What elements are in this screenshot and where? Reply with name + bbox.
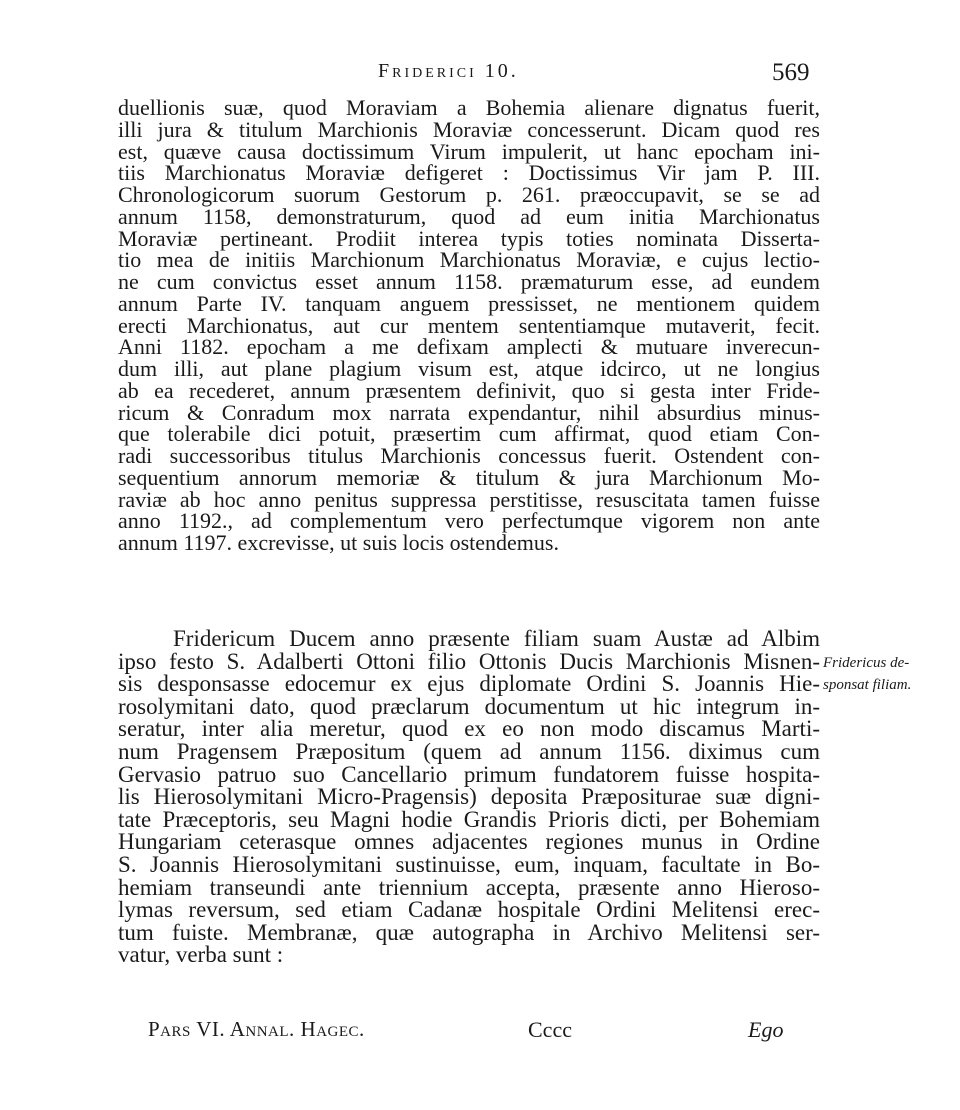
- paragraph-2: [118, 628, 820, 967]
- text-line: annum Parte IV. tanquam anguem pressisset, ne mentionem quidem: [118, 290, 820, 316]
- text-line: hemiam transeundi ante triennium accepta, præsente anno Hieroso-: [118, 874, 820, 900]
- text-line: Anni 1182. epocham a me defixam amplecti & mutuare inverecun-: [118, 334, 820, 360]
- text-line: tio mea de initiis Marchionum Marchionatus Moraviæ, e cujus lectio-: [118, 247, 820, 273]
- margin-note-line: sponsat filiam.: [823, 677, 912, 693]
- text-line: raviæ ab hoc anno penitus suppressa perstitisse, resuscitata tamen fuisse: [118, 486, 820, 512]
- page-footer: [0, 1017, 960, 1051]
- text-line: annum 1197. excrevisse, ut suis locis ostendemus.: [118, 530, 559, 555]
- text-line: annum 1158, demonstraturum, quod ad eum initia Marchionatus: [118, 203, 820, 229]
- text-line: ne cum convictus esset annum 1158. præmaturum esse, ad eundem: [118, 269, 820, 294]
- running-title: Friderici 10.: [378, 60, 519, 82]
- text-line: S. Joannis Hierosolymitani sustinuisse, eum, inquam, facultate in Bo-: [118, 851, 820, 877]
- text-line: dum illi, aut plane plagium visum est, atque idcirco, ut ne longius: [118, 356, 820, 381]
- page-number: 569: [772, 59, 810, 86]
- text-line: seratur, inter alia meretur, quod ex eo non modo discamus Marti-: [118, 716, 820, 742]
- text-line: tum fuiste. Membranæ, quæ autographa in Archivo Melitensi ser-: [118, 919, 820, 945]
- quire-mark: Cccc: [528, 1017, 572, 1042]
- text-line: ricum & Conradum mox narrata expendantur, nihil absurdius minus-: [118, 399, 820, 425]
- text-line: tate Præceptoris, seu Magni hodie Grandis Prioris dicti, per Bohemiam: [118, 806, 820, 832]
- text-line: sis desponsasse edocemur ex ejus diplomate Ordini S. Joannis Hie-: [118, 671, 820, 697]
- paragraph-1: [118, 97, 820, 554]
- text-line: Chronologicorum suorum Gestorum p. 261. præoccupavit, se se ad: [118, 182, 820, 207]
- text-line: tiis Marchionatus Moraviæ defigeret : Doctissimus Vir jam P. III.: [118, 160, 820, 186]
- margin-note-line: Fridericus de-: [823, 655, 910, 671]
- running-head: [0, 60, 960, 90]
- text-line: Fridericum Ducem anno præsente filiam suam Austæ ad Albim: [173, 626, 820, 651]
- text-line: illi jura & titulum Marchionis Moraviæ concesserunt. Dicam quod res: [118, 116, 820, 142]
- text-line: radi successoribus titulus Marchionis concessus fuerit. Ostendent con-: [118, 443, 820, 468]
- text-line: num Pragensem Præpositum (quem ad annum 1156. diximus cum: [118, 738, 820, 764]
- text-line: est, quæve causa doctissimum Virum impulerit, ut hanc epocham ini-: [118, 138, 820, 164]
- text-line: que tolerabile dici potuit, præsertim cum affirmat, quod etiam Con-: [118, 421, 820, 447]
- text-line: vatur, verba sunt :: [118, 942, 284, 968]
- text-line: rosolymitani dato, quod præclarum documentum ut hic integrum in-: [118, 693, 820, 719]
- signature-line: Pars VI. Annal. Hagec.: [148, 1017, 365, 1041]
- text-line: Gervasio patruo suo Cancellario primum fundatorem fuisse hospita-: [118, 761, 820, 787]
- text-line: ipso festo S. Adalberti Ottoni filio Ottonis Ducis Marchionis Misnen-: [118, 648, 820, 674]
- text-line: lis Hierosolymitani Micro-Pragensis) deposita Præpositurae suæ digni-: [118, 784, 820, 810]
- text-line: sequentium annorum memoriæ & titulum & jura Marchionum Mo-: [118, 464, 820, 490]
- text-line: duellionis suæ, quod Moraviam a Bohemia alienare dignatus fuerit,: [118, 95, 820, 120]
- text-line: Hungariam ceterasque omnes adjacentes regiones munus in Ordine: [118, 829, 820, 855]
- catchword: Ego: [748, 1017, 784, 1042]
- text-line: lymas reversum, sed etiam Cadanæ hospitale Ordini Melitensi erec-: [118, 897, 820, 923]
- margin-note: [823, 652, 943, 696]
- text-line: Moraviæ pertineant. Prodiit interea typis toties nominata Disserta-: [118, 225, 820, 251]
- text-line: ab ea recederet, annum præsentem definivit, quo si gesta inter Fride-: [118, 377, 820, 403]
- text-line: erecti Marchionatus, aut cur mentem sententiamque mutaverit, fecit.: [118, 312, 820, 338]
- text-line: anno 1192., ad complementum vero perfectumque vigorem non ante: [118, 508, 820, 534]
